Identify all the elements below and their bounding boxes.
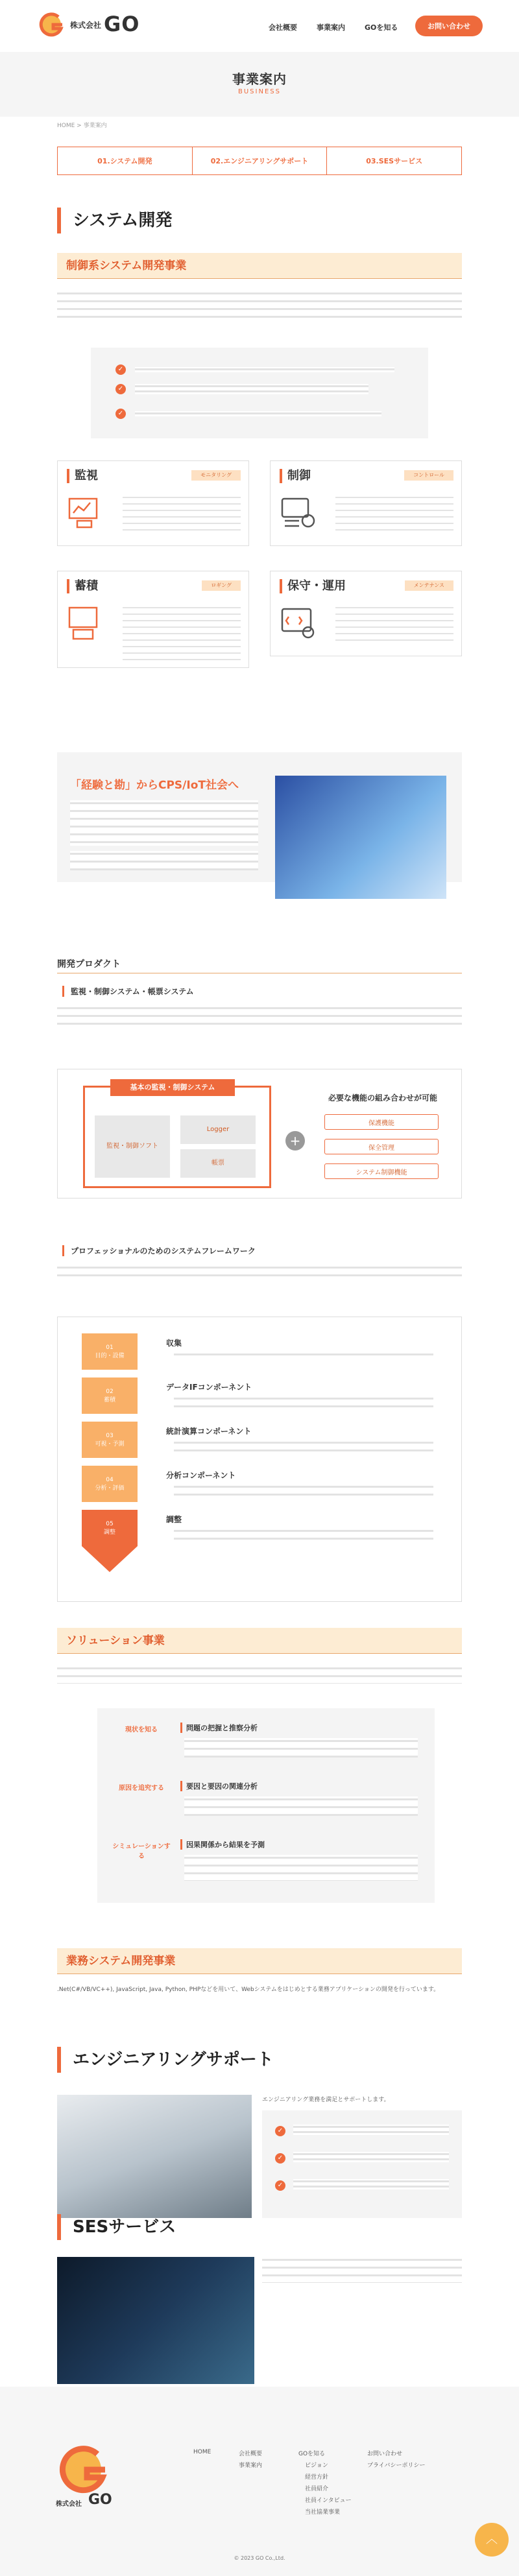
- card-monitoring: [57, 460, 249, 546]
- iot-text-2: [70, 851, 258, 870]
- logo-go-text: GO: [104, 12, 140, 36]
- checklist-item: [293, 2152, 449, 2162]
- control-system-band: 制御系システム開発事業: [57, 253, 462, 279]
- checklist-item: [135, 367, 394, 372]
- card-maintenance: [270, 571, 462, 656]
- check-icon: ✓: [275, 2153, 285, 2164]
- framework-text: [57, 1265, 462, 1280]
- solution-desc: [184, 1796, 418, 1816]
- system-dev-heading: システム開発: [57, 208, 172, 233]
- step-2: 02 蓄積: [82, 1377, 138, 1414]
- check-icon: ✓: [115, 409, 126, 419]
- step-1: 01 目的・設備: [82, 1333, 138, 1370]
- step-4: 04 分析・評価: [82, 1466, 138, 1502]
- option-protect: 保護機能: [324, 1114, 439, 1130]
- footer-link-business[interactable]: 事業案内: [239, 2463, 263, 2469]
- check-icon: ✓: [115, 384, 126, 394]
- card-tag: モニタリング: [191, 470, 241, 481]
- page-hero: [0, 52, 519, 117]
- footer-link-partner[interactable]: 当社協業事業: [305, 2509, 341, 2516]
- footer-link-privacy[interactable]: プライバシーポリシー: [367, 2463, 426, 2469]
- step-5: 05 調整: [82, 1510, 138, 1546]
- copyright: © 2023 GO Co.,Ltd.: [234, 2555, 285, 2561]
- check-icon: ✓: [275, 2180, 285, 2191]
- solution-desc: [184, 1855, 418, 1881]
- card-text: [123, 495, 241, 534]
- control-panel-icon: [280, 495, 317, 531]
- plus-icon: +: [285, 1131, 305, 1151]
- solution-step: 現状を知る: [125, 1726, 158, 1734]
- card-title: 蓄積: [67, 579, 98, 593]
- company-logo-icon[interactable]: [38, 12, 69, 38]
- solution-band: ソリューション事業: [57, 1628, 462, 1654]
- footer-link-contact[interactable]: お問い合わせ: [367, 2451, 403, 2457]
- card-logging: [57, 571, 249, 668]
- back-to-top-button[interactable]: [475, 2523, 509, 2557]
- footer-link-home[interactable]: HOME: [193, 2449, 211, 2455]
- checklist-item: [293, 2125, 449, 2135]
- card-text: [335, 605, 453, 644]
- engineering-photo: [57, 2095, 252, 2218]
- tab-system-dev[interactable]: 01.システム開発: [58, 147, 193, 174]
- combo-title: 必要な機能の組み合わせが可能: [328, 1093, 437, 1103]
- solution-title: 問題の把握と推察分析: [180, 1723, 258, 1733]
- step-text: [174, 1484, 433, 1498]
- step-3: 03 可視・予測: [82, 1422, 138, 1458]
- control-system-text: [57, 291, 462, 320]
- arrow-down-icon: [82, 1546, 138, 1572]
- step-text: [174, 1396, 433, 1410]
- box-logger: Logger: [180, 1115, 256, 1144]
- solution-step: シミュレーションする: [112, 1843, 171, 1860]
- solution-text: [57, 1665, 462, 1684]
- card-title: 監視: [67, 469, 98, 483]
- engineering-heading: エンジニアリングサポート: [57, 2047, 274, 2073]
- iot-hero-image: [275, 776, 446, 899]
- footer-logo-go: GO: [88, 2492, 112, 2508]
- nav-business[interactable]: 事業案内: [317, 23, 345, 32]
- card-tag: メンテナンス: [405, 580, 453, 591]
- footer-link-policy[interactable]: 経営方針: [305, 2474, 329, 2481]
- logo-small-text: 株式会社: [70, 21, 102, 30]
- ses-photo: [57, 2257, 254, 2384]
- chevron-up-icon: ︿: [486, 2533, 498, 2546]
- card-title: 制御: [280, 469, 311, 483]
- card-title: 保守・運用: [280, 579, 346, 593]
- checklist-item: [135, 384, 368, 394]
- tab-ses[interactable]: 03.SESサービス: [366, 157, 423, 165]
- footer-link-interview[interactable]: 社員インタビュー: [305, 2498, 352, 2504]
- solution-step: 原因を追究する: [119, 1785, 164, 1792]
- checklist-item: [293, 2179, 449, 2189]
- check-icon: ✓: [115, 364, 126, 375]
- product-text: [57, 1005, 462, 1025]
- monitor-icon: [67, 495, 104, 531]
- code-gear-icon: [280, 605, 317, 641]
- card-text: [335, 495, 453, 534]
- solution-title: 要因と要因の関連分析: [180, 1781, 258, 1791]
- base-system-title: 基本の監視・制御システム: [110, 1079, 235, 1096]
- footer-logo-icon[interactable]: [54, 2445, 119, 2494]
- framework-heading: プロフェッショナルのためのシステムフレームワーク: [62, 1245, 256, 1256]
- breadcrumb[interactable]: HOME > 事業案内: [57, 123, 107, 129]
- database-monitor-icon: [67, 605, 104, 641]
- section-tabs: [57, 147, 462, 175]
- footer-link-company[interactable]: 会社概要: [239, 2451, 263, 2457]
- step-text: [174, 1440, 433, 1454]
- step-title: 統計演算コンポーネント: [166, 1427, 252, 1436]
- footer-logo-small: 株式会社: [56, 2501, 82, 2508]
- card-tag: コントロール: [404, 470, 453, 481]
- contact-button[interactable]: お問い合わせ: [415, 16, 483, 36]
- box-report: 帳票: [180, 1149, 256, 1178]
- iot-text: [70, 800, 258, 846]
- page-subtitle: BUSINESS: [238, 88, 281, 95]
- product-heading: 開発プロダクト: [57, 959, 121, 970]
- card-tag: ロギング: [202, 580, 241, 591]
- nav-company[interactable]: 会社概要: [269, 23, 297, 32]
- footer-link-about[interactable]: GOを知る: [298, 2451, 326, 2457]
- solution-desc: [184, 1738, 418, 1758]
- engineering-intro: エンジニアリング業務を満足とサポートします。: [262, 2097, 390, 2103]
- step-text: [174, 1352, 433, 1358]
- step-title: データIFコンポーネント: [166, 1383, 252, 1392]
- business-text: .Net(C#/VB/VC++), JavaScript, Java, Python, PHPなどを用いて、Webシステムをはじめとする業務アプリケーションの開発を行っています。: [57, 1986, 440, 1993]
- card-control: [270, 460, 462, 546]
- step-title: 調整: [166, 1515, 182, 1524]
- footer-link-vision[interactable]: ビジョン: [305, 2463, 328, 2469]
- step-title: 収集: [166, 1339, 182, 1348]
- option-maintenance: 保全管理: [324, 1139, 439, 1154]
- business-band: 業務システム開発事業: [57, 1948, 462, 1974]
- tab-engineering[interactable]: 02.エンジニアリングサポート: [193, 147, 328, 174]
- card-text: [123, 605, 241, 663]
- footer-link-staff[interactable]: 社員紹介: [305, 2486, 329, 2492]
- check-icon: ✓: [275, 2126, 285, 2136]
- box-monitor-software: 監視・制御ソフト: [95, 1115, 170, 1178]
- step-title: 分析コンポーネント: [166, 1471, 236, 1480]
- page-title: 事業案内: [232, 71, 287, 87]
- ses-text: [262, 2257, 462, 2283]
- step-text: [174, 1528, 433, 1542]
- product-sub-heading: 監視・制御システム・帳票システム: [62, 986, 194, 997]
- nav-about-go[interactable]: GOを知る: [365, 23, 398, 32]
- ses-heading: SESサービス: [57, 2214, 176, 2240]
- option-system-control: システム制御機能: [324, 1163, 439, 1179]
- solution-title: 因果関係から結果を予測: [180, 1839, 265, 1850]
- iot-heading: 「経験と勘」からCPS/IoT社会へ: [70, 779, 239, 792]
- checklist-item: [135, 411, 381, 416]
